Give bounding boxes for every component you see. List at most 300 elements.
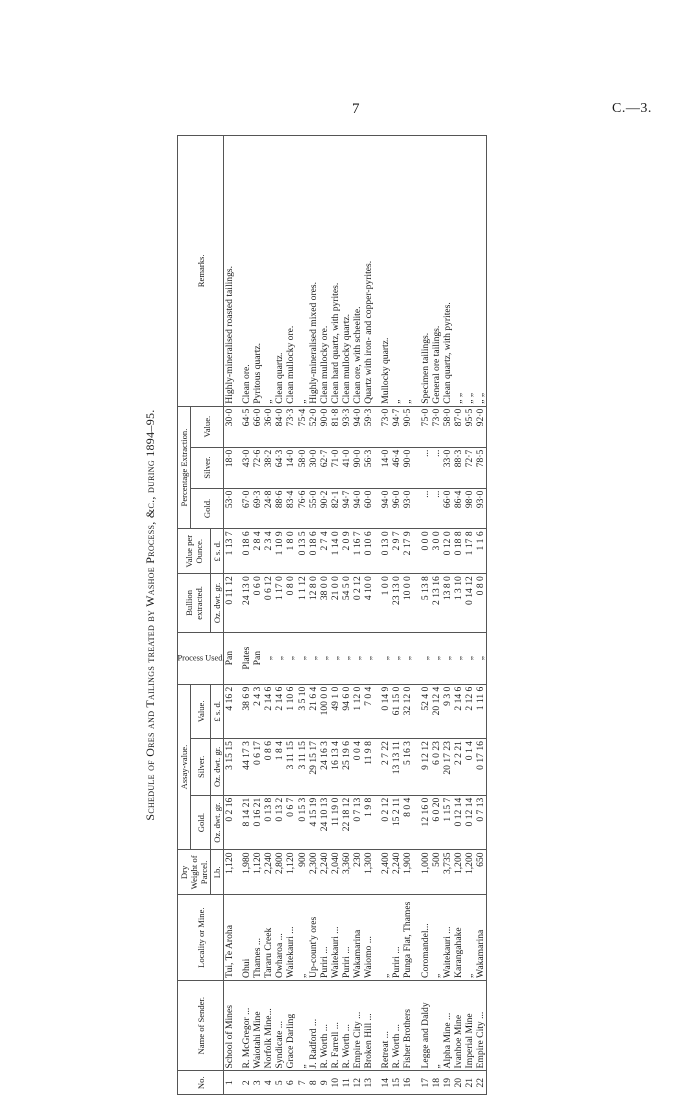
- cell-weight: 2,040: [330, 850, 341, 895]
- cell-locality: Waitekauri ...: [285, 895, 296, 981]
- cell-sender: Fisher Brothers: [402, 980, 413, 1071]
- col-pc-gold: Gold.: [191, 488, 224, 529]
- cell-sender: „: [431, 980, 442, 1071]
- cell-sender: „: [297, 980, 308, 1071]
- cell-pc-silver: 71·0: [330, 447, 341, 488]
- cell-process: Pan: [252, 632, 263, 684]
- cell-process: „: [391, 632, 402, 684]
- cell-locality: Puriri ...: [391, 895, 402, 981]
- table-row: [363, 136, 374, 1095]
- cell-pc-value: 73·0: [380, 406, 391, 447]
- cell-locality: „: [297, 895, 308, 981]
- cell-weight: 650: [475, 850, 487, 895]
- cell-weight: 1,120: [224, 850, 236, 895]
- cell-pc-silver: 38·2: [263, 447, 274, 488]
- cell-pc-gold: 94·7: [341, 488, 352, 529]
- cell-vpo: 2 3 4: [263, 529, 274, 574]
- cell-sender: Alpha Mine ...: [442, 980, 453, 1071]
- cell-vpo: 0 0 0: [420, 529, 431, 574]
- cell-locality: Tui, Te Aroha: [224, 895, 236, 981]
- cell-value: 1 10 6: [285, 684, 296, 738]
- cell-pc-gold: 69·3: [252, 488, 263, 529]
- cell-pc-silver: 14·0: [285, 447, 296, 488]
- cell-bullion: 24 13 0: [241, 574, 252, 632]
- cell-process: „: [285, 632, 296, 684]
- cell-bullion: 0 6 12: [263, 574, 274, 632]
- cell-value: 9 3 0: [442, 684, 453, 738]
- cell-value: 4 16 2: [224, 684, 236, 738]
- cell-value: 1 11 6: [475, 684, 487, 738]
- cell-no: 2: [241, 1071, 252, 1095]
- cell-process: „: [341, 632, 352, 684]
- cell-sender: Ivanhoe Mine: [453, 980, 464, 1071]
- cell-pc-silver: 46·4: [391, 447, 402, 488]
- cell-bullion: 0 8 0: [475, 574, 487, 632]
- cell-gold: 11 19 0: [330, 795, 341, 850]
- cell-pc-value: 66·0: [252, 406, 263, 447]
- cell-gold: 0 2 16: [224, 795, 236, 850]
- cell-pc-gold: 93·0: [475, 488, 487, 529]
- cell-locality: Thames ...: [252, 895, 263, 981]
- cell-pc-silver: 72·6: [252, 447, 263, 488]
- cell-no: 17: [420, 1071, 431, 1095]
- cell-gold: 0 2 12: [380, 795, 391, 850]
- cell-no: 6: [285, 1071, 296, 1095]
- cell-gold: 0 16 21: [252, 795, 263, 850]
- cell-silver: 44 17 3: [241, 739, 252, 796]
- col-assay-gold: Gold.: [191, 795, 211, 850]
- cell-no: 13: [363, 1071, 374, 1095]
- cell-no: 11: [341, 1071, 352, 1095]
- cell-no: 18: [431, 1071, 442, 1095]
- cell-weight: 1,980: [241, 850, 252, 895]
- cell-value: 2 14 6: [453, 684, 464, 738]
- cell-value: 2 14 6: [274, 684, 285, 738]
- cell-weight: 3,360: [341, 850, 352, 895]
- unit-vpo: £ s. d.: [211, 529, 224, 574]
- cell-pc-value: 73·0: [431, 406, 442, 447]
- cell-value: 21 6 4: [308, 684, 319, 738]
- cell-no: 8: [308, 1071, 319, 1095]
- cell-value: 61 15 0: [391, 684, 402, 738]
- table-row: [330, 136, 341, 1095]
- table-row: [475, 136, 487, 1095]
- cell-locality: Wakamarina: [475, 895, 487, 981]
- cell-vpo: 2 8 4: [252, 529, 263, 574]
- table-row: [380, 136, 391, 1095]
- table-row: [263, 136, 274, 1095]
- cell-process: „: [263, 632, 274, 684]
- table-row: [453, 136, 464, 1095]
- cell-pc-value: 94·7: [391, 406, 402, 447]
- unit-silver: Oz. dwt. gr.: [211, 739, 224, 796]
- cell-weight: 500: [431, 850, 442, 895]
- cell-pc-silver: 41·0: [341, 447, 352, 488]
- cell-pc-silver: 33·0: [442, 447, 453, 488]
- cell-silver: 11 9 8: [363, 739, 374, 796]
- cell-vpo: 0 10 6: [363, 529, 374, 574]
- cell-pc-silver: ...: [431, 447, 442, 488]
- table-row: [241, 136, 252, 1095]
- cell-pc-silver: 78·5: [475, 447, 487, 488]
- cell-pc-gold: 94·0: [352, 488, 363, 529]
- cell-bullion: 12 8 0: [308, 574, 319, 632]
- cell-silver: 1 8 4: [274, 739, 285, 796]
- unit-bullion: Oz. dwt. gr.: [211, 574, 224, 632]
- cell-silver: 29 15 17: [308, 739, 319, 796]
- cell-pc-silver: 56·3: [363, 447, 374, 488]
- cell-remarks: Highly-mineralised roasted tailings.: [224, 136, 236, 407]
- cell-no: 21: [464, 1071, 475, 1095]
- table-row: [297, 136, 308, 1095]
- cell-vpo: 1 10 9: [274, 529, 285, 574]
- cell-value: 1 12 0: [352, 684, 363, 738]
- cell-process: „: [297, 632, 308, 684]
- cell-no: 16: [402, 1071, 413, 1095]
- cell-sender: R. Farrell ...: [330, 980, 341, 1071]
- cell-silver: 2 7 22: [380, 739, 391, 796]
- cell-pc-silver: 58·0: [297, 447, 308, 488]
- cell-gold: 0 15 3: [297, 795, 308, 850]
- col-assay-silver: Silver.: [191, 739, 211, 796]
- cell-bullion: 38 0 0: [319, 574, 330, 632]
- cell-locality: Karangahake: [453, 895, 464, 981]
- cell-value: 38 6 9: [241, 684, 252, 738]
- cell-bullion: 0 6 0: [252, 574, 263, 632]
- cell-pc-value: 64·5: [241, 406, 252, 447]
- col-process: Process Used.: [178, 632, 224, 684]
- cell-pc-value: 92·0: [475, 406, 487, 447]
- cell-locality: „: [464, 895, 475, 981]
- cell-gold: 4 15 19: [308, 795, 319, 850]
- cell-pc-silver: 72·7: [464, 447, 475, 488]
- cell-vpo: 2 7 4: [319, 529, 330, 574]
- cell-pc-gold: 83·4: [285, 488, 296, 529]
- table-row: [402, 136, 413, 1095]
- cell-pc-silver: 18·0: [224, 447, 236, 488]
- cell-locality: Waitekauri ...: [330, 895, 341, 981]
- cell-value: 20 12 4: [431, 684, 442, 738]
- cell-remarks: Quartz with iron- and copper-pyrites.: [363, 136, 374, 407]
- cell-pc-silver: 88·3: [453, 447, 464, 488]
- cell-silver: 9 12 12: [420, 739, 431, 796]
- col-sender: Name of Sender.: [178, 980, 224, 1071]
- cell-value: 32 12 0: [402, 684, 413, 738]
- cell-bullion: 0 11 12: [224, 574, 236, 632]
- cell-weight: 2,300: [308, 850, 319, 895]
- cell-sender: Syndicate ...: [274, 980, 285, 1071]
- cell-sender: Retreat ...: [380, 980, 391, 1071]
- cell-remarks: Clean quartz, with pyrites.: [442, 136, 453, 407]
- cell-pc-silver: 90·0: [402, 447, 413, 488]
- cell-bullion: 21 0 0: [330, 574, 341, 632]
- cell-locality: Ohui: [241, 895, 252, 981]
- cell-pc-gold: ...: [431, 488, 442, 529]
- cell-vpo: 1 16 7: [352, 529, 363, 574]
- cell-sender: School of Mines: [224, 980, 236, 1071]
- cell-bullion: 0 2 12: [352, 574, 363, 632]
- cell-value: 3 5 10: [297, 684, 308, 738]
- table-row: [464, 136, 475, 1095]
- ore-schedule-table: [177, 135, 487, 1095]
- cell-silver: 3 15 15: [224, 739, 236, 796]
- cell-remarks: Clean quartz.: [274, 136, 285, 407]
- cell-vpo: 0 18 6: [308, 529, 319, 574]
- cell-value: 49 1 0: [330, 684, 341, 738]
- cell-sender: J. Radford ...: [308, 980, 319, 1071]
- unit-weight: Lb.: [211, 850, 224, 895]
- cell-weight: 2,400: [380, 850, 391, 895]
- cell-weight: 2,240: [319, 850, 330, 895]
- cell-bullion: 1 0 0: [380, 574, 391, 632]
- cell-remarks: Clean mullocky ore.: [285, 136, 296, 407]
- cell-pc-value: 93·3: [341, 406, 352, 447]
- cell-bullion: 23 13 0: [391, 574, 402, 632]
- cell-pc-gold: 98·0: [464, 488, 475, 529]
- table-row: [285, 136, 296, 1095]
- cell-pc-silver: 30·0: [308, 447, 319, 488]
- cell-no: 7: [297, 1071, 308, 1095]
- cell-weight: 2,240: [263, 850, 274, 895]
- cell-sender: Empire City ...: [475, 980, 487, 1071]
- cell-remarks: Clean mullocky ore.: [319, 136, 330, 407]
- cell-bullion: 0 14 12: [464, 574, 475, 632]
- cell-bullion: 13 8 0: [442, 574, 453, 632]
- cell-pc-gold: 96·0: [391, 488, 402, 529]
- cell-no: 5: [274, 1071, 285, 1095]
- cell-gold: 0 12 14: [464, 795, 475, 850]
- table-row: [431, 136, 442, 1095]
- cell-pc-silver: 90·0: [352, 447, 363, 488]
- cell-no: 10: [330, 1071, 341, 1095]
- table-row: [308, 136, 319, 1095]
- cell-locality: Punga Flat, Thames: [402, 895, 413, 981]
- cell-gold: 8 0 4: [402, 795, 413, 850]
- cell-remarks: „: [263, 136, 274, 407]
- rotated-schedule: [143, 135, 700, 1095]
- cell-process: „: [319, 632, 330, 684]
- cell-process: „: [442, 632, 453, 684]
- cell-pc-gold: 24·8: [263, 488, 274, 529]
- cell-silver: 0 8 6: [263, 739, 274, 796]
- cell-sender: Broken Hill ...: [363, 980, 374, 1071]
- cell-process: „: [475, 632, 487, 684]
- cell-pc-gold: 55·0: [308, 488, 319, 529]
- cell-pc-gold: 66·0: [442, 488, 453, 529]
- cell-bullion: 1 3 10: [453, 574, 464, 632]
- table-row: [319, 136, 330, 1095]
- cell-vpo: 1 1 6: [475, 529, 487, 574]
- cell-silver: 6 0 23: [431, 739, 442, 796]
- cell-vpo: 2 0 9: [341, 529, 352, 574]
- unit-gold: Oz. dwt. gr.: [211, 795, 224, 850]
- cell-locality: Waiomo ...: [363, 895, 374, 981]
- cell-remarks: „: [402, 136, 413, 407]
- cell-process: „: [402, 632, 413, 684]
- table-row: [352, 136, 363, 1095]
- cell-vpo: 2 9 7: [391, 529, 402, 574]
- cell-pc-value: 84·0: [274, 406, 285, 447]
- cell-silver: 24 16 3: [319, 739, 330, 796]
- cell-value: 2 14 6: [263, 684, 274, 738]
- cell-remarks: Pyritous quartz.: [252, 136, 263, 407]
- series-code: C.—3.: [612, 101, 652, 116]
- cell-process: „: [420, 632, 431, 684]
- table-row: [252, 136, 263, 1095]
- cell-gold: 15 2 11: [391, 795, 402, 850]
- cell-pc-value: 75·0: [420, 406, 431, 447]
- cell-pc-silver: ...: [420, 447, 431, 488]
- cell-silver: 25 19 6: [341, 739, 352, 796]
- cell-value: 52 4 0: [420, 684, 431, 738]
- cell-weight: 230: [352, 850, 363, 895]
- cell-gold: 0 13 2: [274, 795, 285, 850]
- cell-weight: 1,900: [402, 850, 413, 895]
- cell-process: „: [363, 632, 374, 684]
- cell-no: 4: [263, 1071, 274, 1095]
- cell-pc-gold: 53·0: [224, 488, 236, 529]
- cell-sender: Waiotahi Mine: [252, 980, 263, 1071]
- cell-weight: 1,300: [363, 850, 374, 895]
- table-row: [274, 136, 285, 1095]
- cell-value: 94 6 0: [341, 684, 352, 738]
- table-row: [420, 136, 431, 1095]
- cell-vpo: 3 0 0: [431, 529, 442, 574]
- cell-gold: 0 7 13: [475, 795, 487, 850]
- cell-vpo: 1 13 7: [224, 529, 236, 574]
- cell-gold: 0 13 8: [263, 795, 274, 850]
- page-number: 7: [352, 101, 360, 117]
- cell-bullion: 1 17 0: [274, 574, 285, 632]
- cell-pc-silver: 14·0: [380, 447, 391, 488]
- cell-remarks: „ „: [453, 136, 464, 407]
- cell-weight: 2,240: [391, 850, 402, 895]
- cell-locality: Puriri ...: [341, 895, 352, 981]
- cell-process: „: [453, 632, 464, 684]
- cell-pc-value: 90·0: [319, 406, 330, 447]
- cell-bullion: 4 10 0: [363, 574, 374, 632]
- cell-remarks: „: [297, 136, 308, 407]
- cell-pc-gold: 88·6: [274, 488, 285, 529]
- cell-locality: Waitekauri ...: [442, 895, 453, 981]
- cell-locality: Wakamarina: [352, 895, 363, 981]
- cell-pc-silver: 43·0: [241, 447, 252, 488]
- cell-gold: 1 15 7: [442, 795, 453, 850]
- cell-no: 3: [252, 1071, 263, 1095]
- table-row: [391, 136, 402, 1095]
- cell-sender: R. Worth ...: [319, 980, 330, 1071]
- cell-locality: Coromandel...: [420, 895, 431, 981]
- cell-pc-value: 95·5: [464, 406, 475, 447]
- cell-pc-value: 59·3: [363, 406, 374, 447]
- cell-gold: 1 9 8: [363, 795, 374, 850]
- cell-silver: 3 11 15: [285, 739, 296, 796]
- cell-no: 15: [391, 1071, 402, 1095]
- cell-silver: 20 17 23: [442, 739, 453, 796]
- cell-gold: 0 6 7: [285, 795, 296, 850]
- cell-process: „: [308, 632, 319, 684]
- unit-value: £ s. d.: [211, 684, 224, 738]
- cell-vpo: 1 8 0: [285, 529, 296, 574]
- cell-gold: 8 14 21: [241, 795, 252, 850]
- cell-pc-gold: 86·4: [453, 488, 464, 529]
- cell-process: „: [330, 632, 341, 684]
- cell-value: 100 0 0: [319, 684, 330, 738]
- cell-bullion: 0 8 0: [285, 574, 296, 632]
- cell-vpo: 0 13 0: [380, 529, 391, 574]
- cell-sender: R. Worth ...: [341, 980, 352, 1071]
- cell-silver: 5 16 3: [402, 739, 413, 796]
- cell-locality: Up-count'y ores: [308, 895, 319, 981]
- cell-bullion: 2 13 16: [431, 574, 442, 632]
- cell-locality: Puriri ...: [319, 895, 330, 981]
- cell-no: 20: [453, 1071, 464, 1095]
- col-no: No.: [178, 1071, 224, 1095]
- cell-gold: 22 18 12: [341, 795, 352, 850]
- col-locality: Locality or Mine.: [178, 895, 224, 981]
- cell-pc-gold: 94·0: [380, 488, 391, 529]
- cell-silver: 0 6 17: [252, 739, 263, 796]
- cell-gold: 0 12 14: [453, 795, 464, 850]
- cell-pc-value: 58·0: [442, 406, 453, 447]
- cell-remarks: „: [391, 136, 402, 407]
- cell-remarks: Clean ore, with scheelite.: [352, 136, 363, 407]
- cell-remarks: „ „: [464, 136, 475, 407]
- cell-weight: 1,200: [453, 850, 464, 895]
- cell-pc-gold: 93·0: [402, 488, 413, 529]
- cell-pc-gold: 90·2: [319, 488, 330, 529]
- cell-bullion: 54 5 0: [341, 574, 352, 632]
- cell-value: 0 14 9: [380, 684, 391, 738]
- col-assay-value: Value.: [191, 684, 211, 738]
- cell-no: 12: [352, 1071, 363, 1095]
- cell-pc-value: 30·0: [224, 406, 236, 447]
- cell-sender: Norfolk Mine...: [263, 980, 274, 1071]
- cell-locality: Owharoa ...: [274, 895, 285, 981]
- cell-vpo: 0 13 5: [297, 529, 308, 574]
- cell-pc-value: 52·0: [308, 406, 319, 447]
- cell-weight: 1,120: [285, 850, 296, 895]
- cell-pc-value: 94·0: [352, 406, 363, 447]
- cell-process: Plates: [241, 632, 252, 684]
- cell-vpo: 0 18 6: [241, 529, 252, 574]
- cell-silver: 13 13 11: [391, 739, 402, 796]
- col-remarks: Remarks.: [178, 136, 224, 407]
- table-row: [442, 136, 453, 1095]
- cell-process: Pan: [224, 632, 236, 684]
- col-bullion: Bullion extracted.: [178, 574, 211, 632]
- cell-bullion: 1 1 12: [297, 574, 308, 632]
- cell-gold: 6 0 20: [431, 795, 442, 850]
- cell-vpo: 2 17 9: [402, 529, 413, 574]
- cell-pc-gold: 76·6: [297, 488, 308, 529]
- col-percentage: Percentage Extraction.: [178, 406, 191, 529]
- cell-pc-value: 87·0: [453, 406, 464, 447]
- cell-weight: 1,120: [252, 850, 263, 895]
- cell-remarks: „ „: [475, 136, 487, 407]
- cell-pc-value: 36·0: [263, 406, 274, 447]
- cell-pc-silver: 64·3: [274, 447, 285, 488]
- cell-pc-value: 73·3: [285, 406, 296, 447]
- cell-pc-value: 81·8: [330, 406, 341, 447]
- cell-value: 7 0 4: [363, 684, 374, 738]
- col-value-per-ounce: Value per Ounce.: [178, 529, 211, 574]
- cell-silver: 3 11 15: [297, 739, 308, 796]
- cell-remarks: Highly-mineralised mixed ores.: [308, 136, 319, 407]
- cell-pc-value: 90·5: [402, 406, 413, 447]
- cell-remarks: Specimen tailings.: [420, 136, 431, 407]
- cell-silver: 0 17 16: [475, 739, 487, 796]
